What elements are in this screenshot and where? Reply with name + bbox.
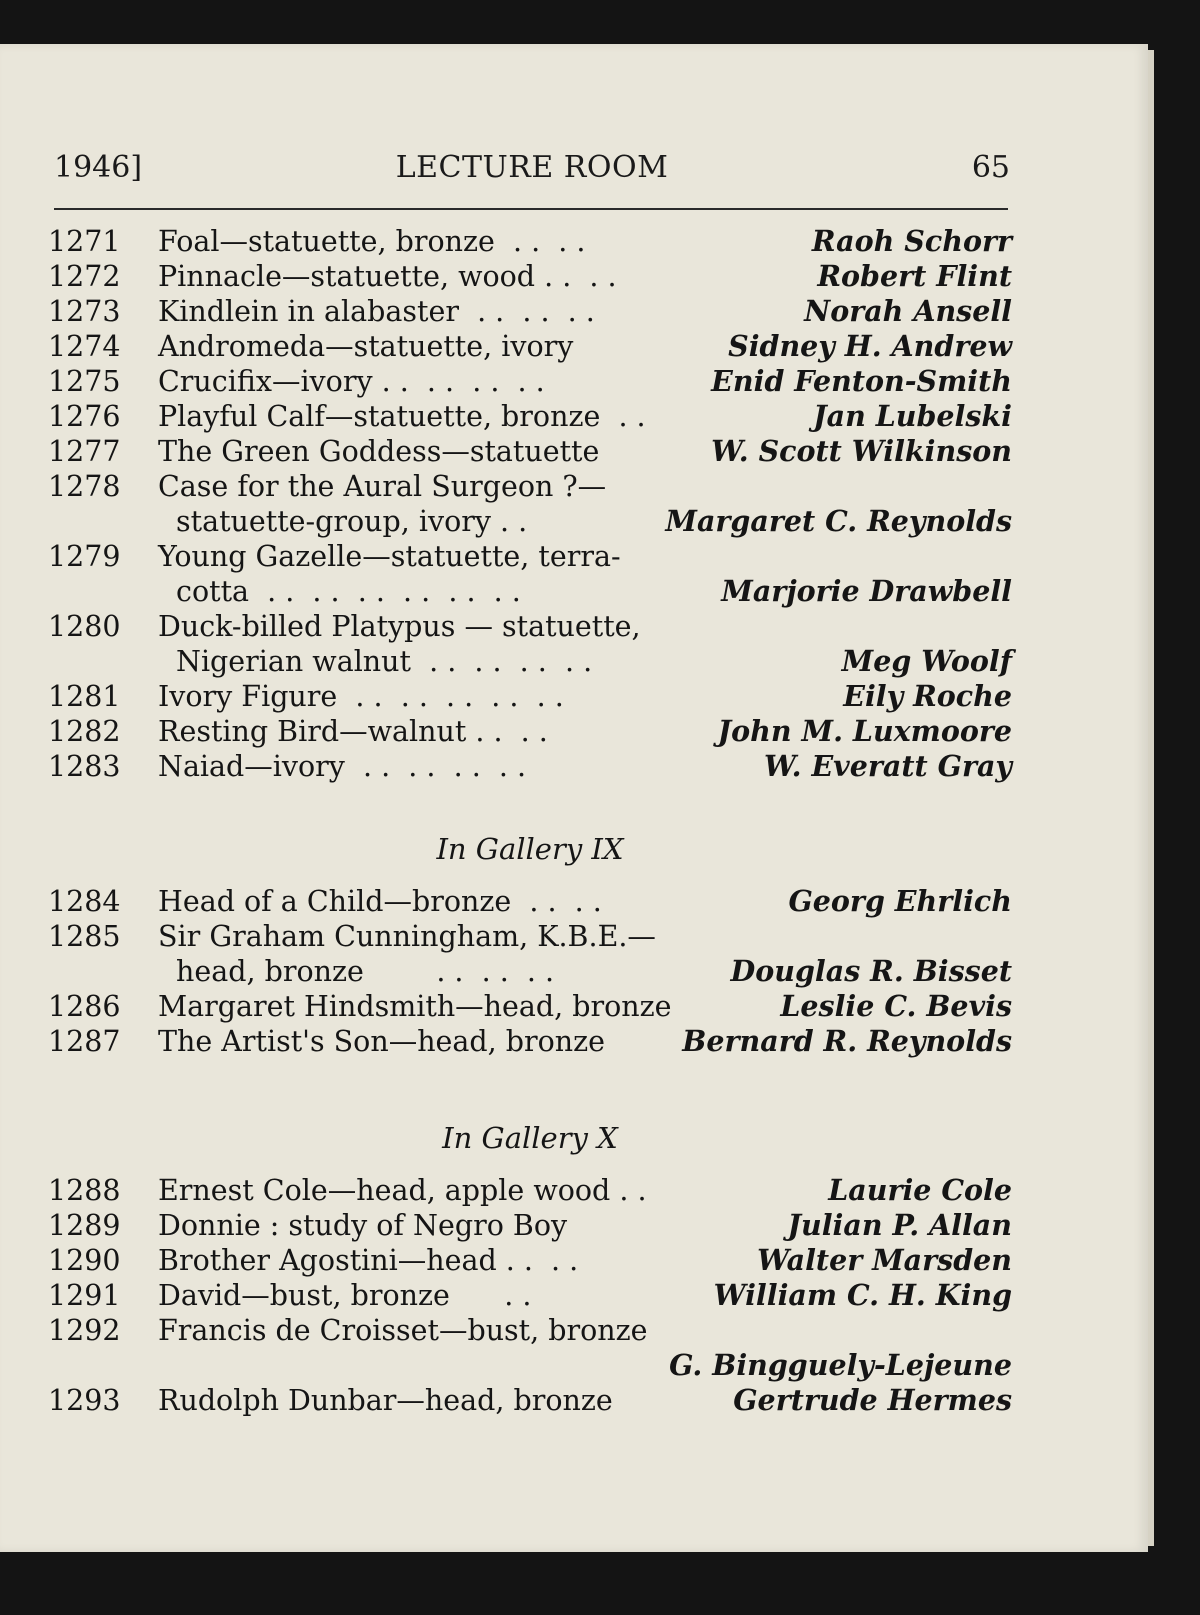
entry-artist: Douglas R. Bisset xyxy=(730,954,1012,988)
catalogue-entry xyxy=(48,294,1012,329)
entry-number: 1272 xyxy=(48,260,121,293)
entry-title: Pinnacle—statuette, wood . . . . xyxy=(158,260,617,293)
entry-title: The Artist's Son—head, bronze xyxy=(158,1025,606,1058)
entry-artist: G. Bingguely-Lejeune xyxy=(669,1348,1012,1382)
running-head xyxy=(54,150,1010,192)
entry-title: Head of a Child—bronze . . . . xyxy=(158,885,602,918)
entry-title: Donnie : study of Negro Boy xyxy=(158,1209,568,1242)
entry-title: Naiad—ivory . . . . . . . . xyxy=(158,750,527,783)
entry-artist: Walter Marsden xyxy=(757,1243,1012,1277)
entry-number: 1292 xyxy=(48,1314,121,1347)
entry-artist: Enid Fenton-Smith xyxy=(711,364,1012,398)
catalogue-entry xyxy=(48,1278,1012,1313)
entry-number: 1285 xyxy=(48,920,121,953)
entry-number: 1288 xyxy=(48,1174,121,1207)
catalogue-entry xyxy=(48,399,1012,434)
entry-artist: W. Everatt Gray xyxy=(764,749,1012,783)
entry-artist: Gertrude Hermes xyxy=(733,1383,1012,1417)
catalogue-entry xyxy=(48,989,1012,1024)
entry-artist: Raoh Schorr xyxy=(811,224,1012,258)
entry-title: Duck-billed Platypus — statuette, xyxy=(158,610,641,643)
entry-artist: Eily Roche xyxy=(843,679,1012,713)
catalogue-entry xyxy=(48,224,1012,259)
entry-number: 1286 xyxy=(48,990,121,1023)
catalogue-entry xyxy=(48,1024,1012,1059)
page-edge xyxy=(1148,50,1154,1546)
entry-number: 1291 xyxy=(48,1279,121,1312)
entry-title: Kindlein in alabaster . . . . . . xyxy=(158,295,595,328)
running-head-title: LECTURE ROOM xyxy=(395,150,669,185)
catalogue-entry xyxy=(48,1243,1012,1278)
entry-number: 1282 xyxy=(48,715,121,748)
entry-title: Case for the Aural Surgeon ?— xyxy=(158,470,607,503)
entry-title: Ernest Cole—head, apple wood . . xyxy=(158,1174,647,1207)
entry-artist: Georg Ehrlich xyxy=(788,884,1012,918)
entry-number: 1276 xyxy=(48,400,121,433)
entry-title-continued: cotta . . . . . . . . . . . . xyxy=(176,575,521,608)
entry-title: Young Gazelle—statuette, terra- xyxy=(158,540,621,573)
section-heading-gallery-x: In Gallery X xyxy=(442,1121,618,1155)
entry-artist: Sidney H. Andrew xyxy=(728,329,1012,363)
entry-number: 1280 xyxy=(48,610,121,643)
catalogue-entry-continued xyxy=(48,954,1012,989)
entry-number: 1289 xyxy=(48,1209,121,1242)
entry-title: Crucifix—ivory . . . . . . . . xyxy=(158,365,545,398)
catalogue-entry xyxy=(48,364,1012,399)
entry-artist: Julian P. Allan xyxy=(787,1208,1012,1242)
entry-artist: Marjorie Drawbell xyxy=(721,574,1012,608)
entry-number: 1293 xyxy=(48,1384,121,1417)
catalogue-entry xyxy=(48,1313,1012,1348)
catalogue-entry xyxy=(48,919,1012,954)
entry-number: 1278 xyxy=(48,470,121,503)
entry-artist: Norah Ansell xyxy=(804,294,1012,328)
catalogue-entry xyxy=(48,749,1012,784)
catalogue-entry xyxy=(48,1173,1012,1208)
entry-artist: Margaret C. Reynolds xyxy=(665,504,1012,538)
entry-title: Brother Agostini—head . . . . xyxy=(158,1244,579,1277)
catalogue-list xyxy=(48,224,1012,1418)
entry-number: 1277 xyxy=(48,435,121,468)
entry-number: 1287 xyxy=(48,1025,121,1058)
catalogue-entry xyxy=(48,259,1012,294)
entry-title: Rudolph Dunbar—head, bronze xyxy=(158,1384,613,1417)
entry-number: 1284 xyxy=(48,885,121,918)
catalogue-entry xyxy=(48,329,1012,364)
entry-artist: Leslie C. Bevis xyxy=(780,989,1012,1023)
entry-title: Margaret Hindsmith—head, bronze xyxy=(158,990,672,1023)
entry-title: Ivory Figure . . . . . . . . . . xyxy=(158,680,564,713)
entry-artist: Meg Woolf xyxy=(841,644,1012,678)
entry-title-continued: Nigerian walnut . . . . . . . . xyxy=(176,645,593,678)
entry-number: 1290 xyxy=(48,1244,121,1277)
header-rule xyxy=(54,208,1008,210)
entry-title-continued: head, bronze . . . . . . xyxy=(176,955,555,988)
entry-artist: William C. H. King xyxy=(713,1278,1012,1312)
catalogue-entry-continued xyxy=(48,644,1012,679)
entry-artist: Bernard R. Reynolds xyxy=(682,1024,1012,1058)
entry-title: David—bust, bronze . . xyxy=(158,1279,532,1312)
entry-number: 1283 xyxy=(48,750,121,783)
catalogue-entry xyxy=(48,679,1012,714)
running-head-year: 1946] xyxy=(54,150,143,185)
entry-title: Playful Calf—statuette, bronze . . xyxy=(158,400,646,433)
section-heading-gallery-ix: In Gallery IX xyxy=(436,832,624,866)
entry-number: 1273 xyxy=(48,295,121,328)
entry-number: 1274 xyxy=(48,330,121,363)
catalogue-entry xyxy=(48,469,1012,504)
entry-number: 1279 xyxy=(48,540,121,573)
entry-artist: Jan Lubelski xyxy=(813,399,1012,433)
catalogue-entry xyxy=(48,1383,1012,1418)
entry-number: 1281 xyxy=(48,680,121,713)
catalogue-entry xyxy=(48,714,1012,749)
entry-title: The Green Goddess—statuette xyxy=(158,435,600,468)
catalogue-entry-continued xyxy=(48,574,1012,609)
entry-artist: John M. Luxmoore xyxy=(717,714,1012,748)
entry-title: Foal—statuette, bronze . . . . xyxy=(158,225,586,258)
catalogue-entry xyxy=(48,884,1012,919)
catalogue-entry xyxy=(48,539,1012,574)
entry-number: 1271 xyxy=(48,225,121,258)
entry-title-continued: statuette-group, ivory . . xyxy=(176,505,528,538)
catalogue-entry-continued xyxy=(48,504,1012,539)
entry-number: 1275 xyxy=(48,365,121,398)
catalogue-entry xyxy=(48,1208,1012,1243)
entry-title: Andromeda—statuette, ivory xyxy=(158,330,574,363)
entry-artist: Laurie Cole xyxy=(828,1173,1012,1207)
entry-title: Resting Bird—walnut . . . . xyxy=(158,715,548,748)
entry-title: Sir Graham Cunningham, K.B.E.— xyxy=(158,920,656,953)
catalogue-entry xyxy=(48,609,1012,644)
entry-artist: Robert Flint xyxy=(817,259,1012,293)
catalogue-entry-continued xyxy=(48,1348,1012,1383)
page-number: 65 xyxy=(971,150,1010,185)
catalogue-entry xyxy=(48,434,1012,469)
entry-artist: W. Scott Wilkinson xyxy=(711,434,1012,468)
entry-title: Francis de Croisset—bust, bronze xyxy=(158,1314,648,1347)
